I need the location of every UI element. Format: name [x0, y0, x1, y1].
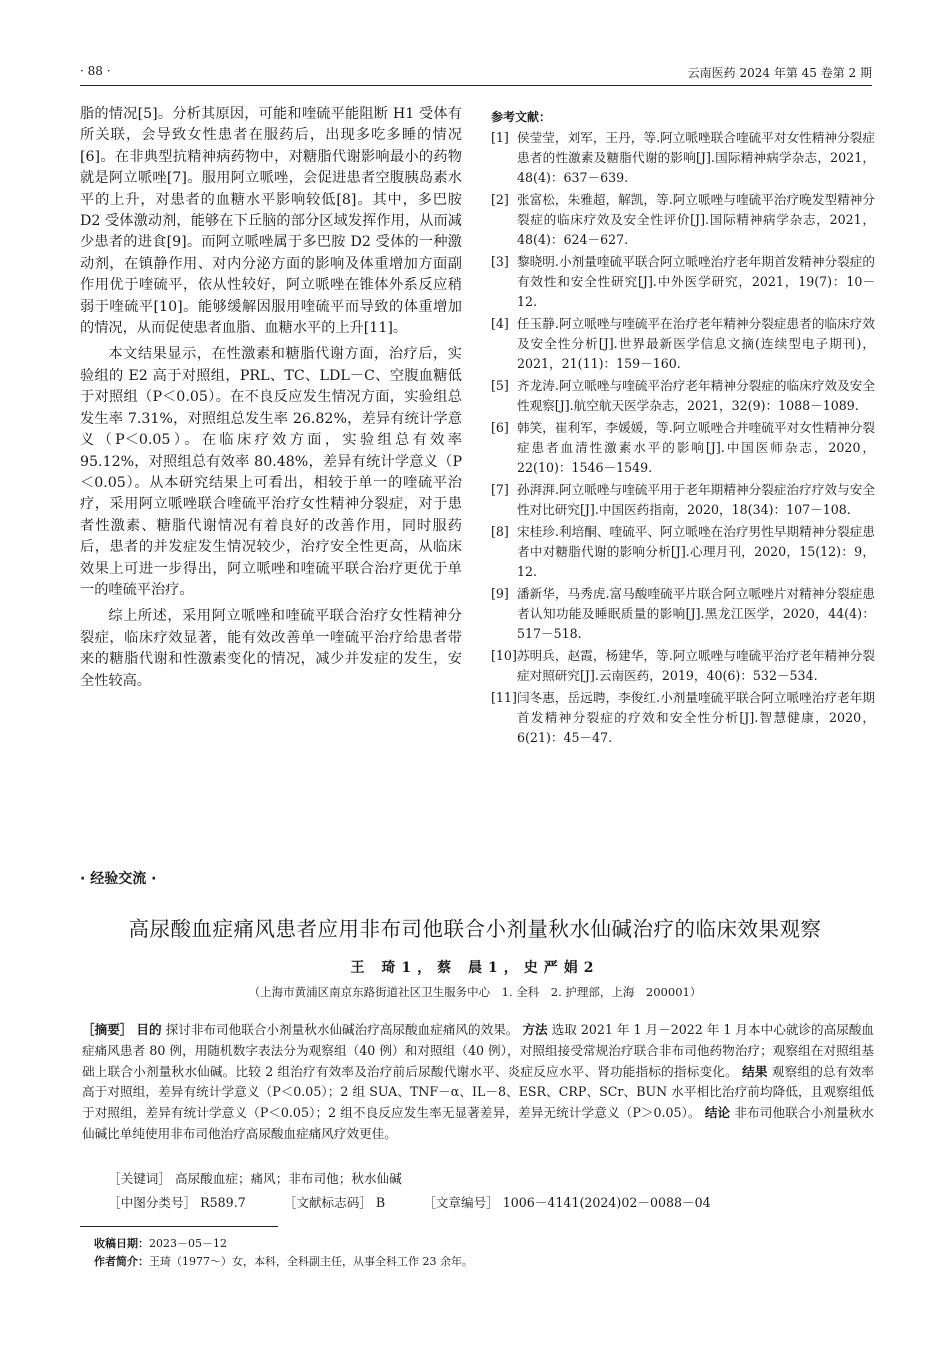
section-tag: · 经验交流 · — [80, 871, 157, 887]
reference-text: 闫冬惠，岳远聘，李俊红.小剂量喹硫平联合阿立哌唑治疗老年期首发精神分裂症的疗效和安全性分析[J].智慧健康，2020，6(21)：45－47. — [517, 690, 875, 745]
clc-value: R589.7 — [200, 1195, 246, 1210]
body-paragraph-3: 综上所述，采用阿立哌唑和喹硫平联合治疗女性精神分裂症，临床疗效显著，能有效改善单一喹硫平治疗给患者带来的糖脂代谢和性激素变化的情况，减少并发症的发生，安全性较高。 — [80, 608, 462, 689]
reference-text: 张富松，朱雅超，解凯，等.阿立哌唑与喹硫平治疗晚发型精神分裂症的临床疗效及安全性评价[J].国际精神病学杂志，2021，48(4)：624－627. — [517, 192, 875, 247]
reference-item — [491, 418, 875, 478]
reference-number: [10] — [491, 648, 517, 663]
article-no-group — [423, 1195, 710, 1210]
author-bio-label: 作者简介： — [94, 1255, 149, 1268]
footnote-rule — [80, 1226, 278, 1227]
reference-item — [491, 646, 875, 686]
reference-item — [491, 252, 875, 312]
keywords-text: 高尿酸血症；痛风；非布司他；秋水仙碱 — [174, 1171, 402, 1186]
reference-number: [7] — [491, 482, 509, 497]
reference-text: 孙湃湃.阿立哌唑与喹硫平用于老年期精神分裂症治疗疗效与安全性对比研究[J].中国医药指南，2020，18(34)：107－108. — [517, 482, 875, 517]
reference-item — [491, 522, 875, 582]
result-text: 观察组的总有效率高于对照组，差异有统计学意义（P＜0.05）；2 组 SUA、TNF－α、IL－8、ESR、CRP、SCr、BUN 水平相比治疗前均降低，且观察组低于对照组，差异有统计学意义（P＜0.05）；2 组不良反应发生率无显著差异，差异无统计学意义（P＞0.05）。 — [82, 1063, 874, 1121]
page-number: · 88 · — [80, 64, 111, 78]
reference-item — [491, 376, 875, 416]
author-affiliation: （上海市黄浦区南京东路街道社区卫生服务中心 1. 全科 2. 护理部，上海 200001） — [248, 985, 702, 999]
reference-number: [4] — [491, 316, 509, 331]
references-heading: 参考文献： — [491, 110, 552, 124]
reference-item — [491, 190, 875, 250]
reference-text: 潘新华，马秀虎.富马酸喹硫平片联合阿立哌唑片对精神分裂症患者认知功能及睡眠质量的影响[J].黑龙江医学，2020，44(4)：517－518. — [517, 586, 875, 641]
doc-code-group — [284, 1195, 385, 1210]
abstract — [82, 1020, 874, 1145]
reference-text: 宋桂珍.利培酮、喹硫平、阿立哌唑在治疗男性早期精神分裂症患者中对糖脂代谢的影响分析[J].心理月刊，2020，15(12)：9，12. — [517, 524, 875, 579]
doc-code-value: B — [375, 1195, 386, 1210]
body-paragraph-2: 本文结果显示，在性激素和糖脂代谢方面，治疗后，实验组的 E2 高于对照组，PRL、TC、LDL－C、空腹血糖低于对照组（P＜0.05）。在不良反应发生情况方面，实验组总发生率 7.31%，对照组总发生率 26.82%，差异有统计学意义（P＜0.05）。在临床疗效方面，实验组总有效率 95.12%，对照组总有效率 80.48%，差异有统计学意义（P＜0.05）。从本研究结果上可看出，相较于单一的喹硫平治疗，采用阿立哌唑联合喹硫平治疗女性精神分裂症，对于患者性激素、糖脂代谢情况有着良好的改善作用，同时服药后，患者的并发症发生情况较少，治疗安全性更高，从临床效果上可进一步得出，阿立哌唑和喹硫平联合治疗更优于单一的喹硫平治疗。 — [80, 346, 462, 598]
reference-number: [11] — [491, 690, 517, 705]
author-bio-value: 王琦（1977～）女，本科，全科副主任，从事全科工作 23 余年。 — [149, 1255, 473, 1268]
reference-text: 齐龙涛.阿立哌唑与喹硫平治疗老年精神分裂症的临床疗效及安全性观察[J].航空航天医学杂志，2021，32(9)：1088－1089. — [517, 378, 875, 413]
doc-code-label: ［文献标志码］ — [283, 1195, 372, 1210]
reference-number: [8] — [491, 524, 509, 539]
reference-text: 苏明兵，赵霞，杨建华，等.阿立哌唑与喹硫平治疗老年精神分裂症对照研究[J].云南医药，2019，40(6)：532－534. — [517, 648, 875, 683]
author-bio — [94, 1253, 473, 1271]
reference-number: [9] — [491, 586, 509, 601]
page-header — [80, 62, 872, 86]
article-authors: 王 琦1，蔡 晨1，史严娟2 — [350, 960, 600, 976]
received-value: 2023－05－12 — [149, 1237, 227, 1250]
header-rule — [80, 85, 872, 86]
reference-text: 黎晓明.小剂量喹硫平联合阿立哌唑治疗老年期首发精神分裂症的有效性和安全性研究[J].中外医学研究，2021，19(7)：10－12. — [517, 254, 875, 309]
footnotes — [94, 1235, 473, 1271]
article-no-label: ［文章编号］ — [423, 1195, 499, 1210]
received-label: 收稿日期： — [94, 1237, 149, 1250]
reference-item — [491, 128, 875, 188]
reference-list — [491, 128, 875, 748]
method-text: 选取 2021 年 1 月－2022 年 1 月本中心就诊的高尿酸血症痛风患者 80 例，用随机数字表法分为观察组（40 例）和对照组（40 例），对照组接受常规治疗联合非布司他药物治疗；观察组在对照组基础上联合小剂量秋水仙碱。比较 2 组治疗有效率及治疗前后尿酸代谢水平、炎症反应水平、肾功能指标的指标变化。 — [82, 1022, 875, 1079]
reference-item — [491, 314, 875, 374]
reference-number: [3] — [491, 254, 509, 269]
reference-text: 韩笑，崔利军，李媛媛，等.阿立哌唑合并喹硫平对女性精神分裂症患者血清性激素水平的影响[J].中国医师杂志，2020，22(10)：1546－1549. — [517, 420, 875, 475]
objective-label: 目的 — [136, 1022, 162, 1037]
result-label: 结果 — [742, 1063, 768, 1079]
reference-number: [5] — [491, 378, 509, 393]
references-section — [491, 106, 875, 750]
body-paragraph-1: 脂的情况[5]。分析其原因，可能和喹硫平能阻断 H1 受体有所关联，会导致女性患者在服药后，出现多吃多睡的情况[6]。在非典型抗精神病药物中，对糖脂代谢影响最小的药物就是阿立哌唑[7]。服用阿立哌唑，会促进患者空腹胰岛素水平的上升，对患者的血糖水平影响较低[8]。其中，多巴胺 D2 受体激动剂，能够在下丘脑的部分区域发挥作用，从而减少患者的进食[9]。而阿立哌唑属于多巴胺 D2 受体的一种激动剂，在镇静作用、对内分泌方面的影响及体重增加方面副作用优于喹硫平，依从性较好，阿立哌唑在锥体外系反应稍弱于喹硫平[10]。能够缓解因服用喹硫平而导致的体重增加的情况，从而促使患者血脂、血糖水平的上升[11]。 — [80, 106, 462, 337]
article-no-value: 1006－4141(2024)02－0088－04 — [502, 1195, 711, 1210]
clc-label: ［中图分类号］ — [108, 1195, 197, 1210]
objective-text: 探讨非布司他联合小剂量秋水仙碱治疗高尿酸血症痛风的效果。 — [165, 1022, 519, 1037]
reference-number: [2] — [491, 192, 509, 207]
reference-number: [6] — [491, 420, 509, 435]
conclusion-label: 结论 — [704, 1105, 731, 1121]
left-column — [80, 104, 462, 692]
classification-line — [108, 1192, 711, 1211]
keywords-line — [108, 1168, 402, 1187]
abstract-label: ［摘要］ — [82, 1022, 133, 1037]
clc-group — [108, 1195, 246, 1210]
reference-item — [491, 688, 875, 748]
method-label: 方法 — [522, 1022, 548, 1037]
reference-text: 侯莹莹，刘军，王丹，等.阿立哌唑联合喹硫平对女性精神分裂症患者的性激素及糖脂代谢的影响[J].国际精神病学杂志，2021，48(4)：637－639. — [517, 130, 875, 185]
keywords-label: ［关键词］ — [108, 1171, 171, 1186]
reference-item — [491, 480, 875, 520]
journal-title: 云南医药 2024 年第 45 卷第 2 期 — [687, 66, 872, 80]
article-title: 高尿酸血症痛风患者应用非布司他联合小剂量秋水仙碱治疗的临床效果观察 — [128, 917, 822, 941]
received-date — [94, 1235, 473, 1253]
reference-text: 任玉静.阿立哌唑与喹硫平在治疗老年精神分裂症患者的临床疗效及安全性分析[J].世界最新医学信息文摘(连续型电子期刊)，2021，21(11)：159－160. — [517, 316, 875, 371]
reference-item — [491, 584, 875, 644]
reference-number: [1] — [491, 130, 509, 145]
conclusion-text: 非布司他联合小剂量秋水仙碱比单纯使用非布司他治疗高尿酸血症痛风疗效更佳。 — [82, 1105, 875, 1141]
